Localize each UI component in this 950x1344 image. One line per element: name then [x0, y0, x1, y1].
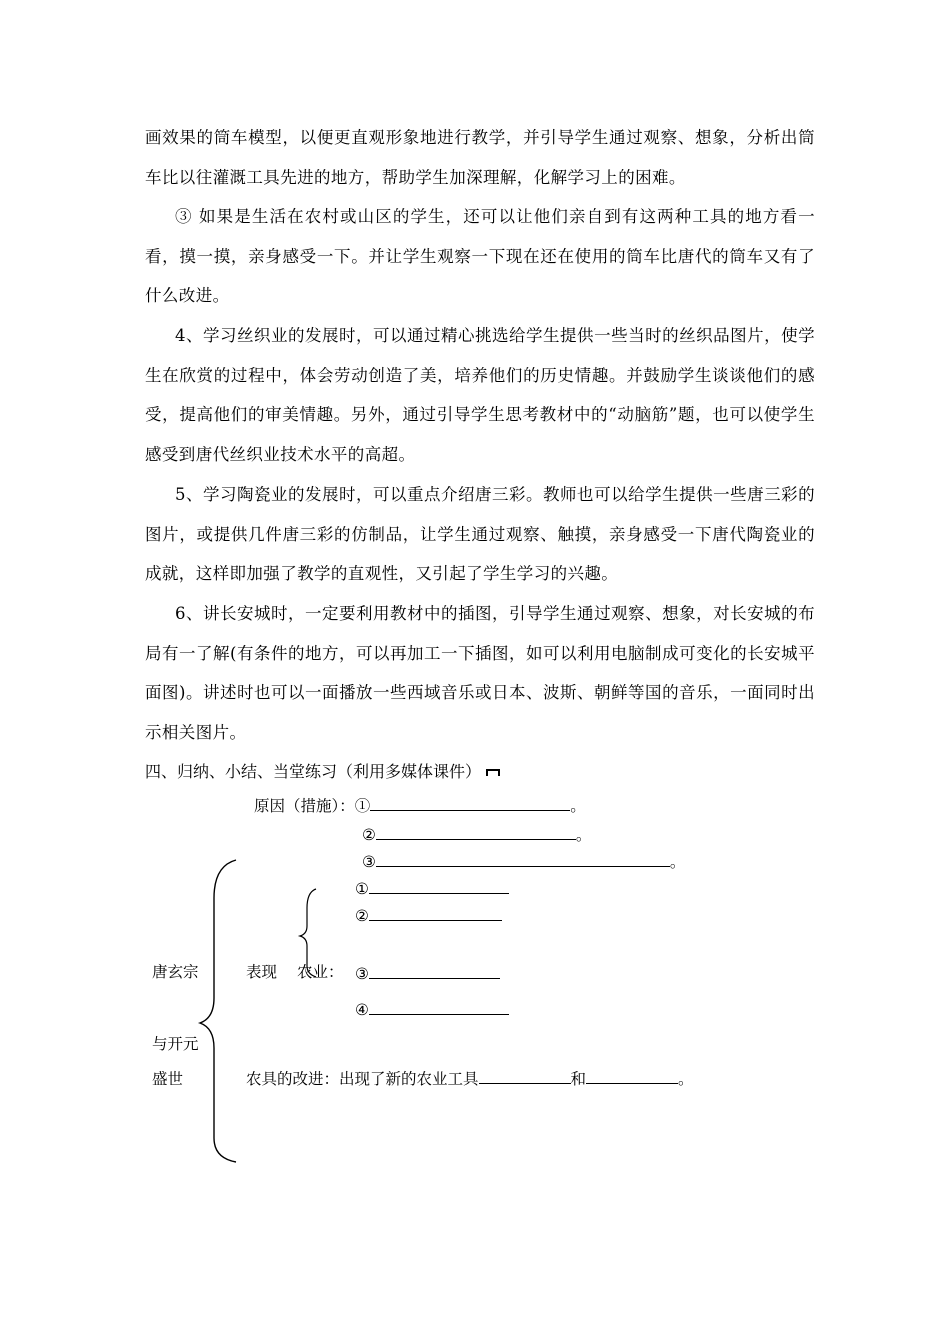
- agriculture-blank-2[interactable]: [369, 904, 502, 921]
- tools-blank-2[interactable]: [586, 1069, 678, 1084]
- cause-blank-3[interactable]: [376, 850, 670, 867]
- agriculture-row-3: [355, 962, 500, 984]
- cause-row-3: ③ 。: [362, 850, 685, 872]
- main-topic-line3: 盛世: [152, 1070, 184, 1088]
- cause-mark-2: ②: [362, 826, 376, 844]
- cause-blank-2[interactable]: [376, 823, 576, 840]
- paragraph-3: 4、学习丝织业的发展时，可以通过精心挑选给学生提供一些当时的丝织品图片，使学生在欣赏的过程中，体会劳动创造了美，培养他们的历史情趣。并鼓励学生谈谈他们的感受，提高他们的审美情趣。另外，通过引导学生思考教材中的“动脑筋”题，也可以使学生感受到唐代丝织业技术水平的高超。: [145, 326, 815, 464]
- main-topic-line1: 唐玄宗: [152, 963, 199, 981]
- cause-label: 原因（措施）：: [254, 797, 355, 815]
- tools-row: 农具的改进：出现了新的农业工具 和 。: [246, 1070, 694, 1088]
- section-heading: 四、归纳、小结、当堂练习（利用多媒体课件）: [145, 762, 500, 782]
- cursor-mark-icon: [486, 769, 500, 776]
- agriculture-row-2: [355, 904, 502, 926]
- agriculture-mark-4: ④: [355, 1001, 369, 1019]
- agriculture-mark-2: ②: [355, 907, 369, 925]
- agriculture-mark-3: ③: [355, 965, 369, 983]
- paragraph-4: 5、学习陶瓷业的发展时，可以重点介绍唐三彩。教师也可以给学生提供一些唐三彩的图片，或提供几件唐三彩的仿制品，让学生通过观察、触摸，亲身感受一下唐代陶瓷业的成就，这样即加强了教学的直观性，又引起了学生学习的兴趣。: [145, 485, 815, 584]
- cause-row-1: 原因（措施）：① 。: [254, 794, 586, 816]
- agriculture-row-1: [355, 877, 509, 899]
- agriculture-row-4: [355, 998, 509, 1020]
- cause-mark-3: ③: [362, 853, 376, 871]
- paragraph-1: 画效果的筒车模型，以便更直观形象地进行教学，并引导学生通过观察、想象，分析出筒车比以往灌溉工具先进的地方，帮助学生加深理解，化解学习上的困难。: [145, 128, 815, 187]
- agriculture-blank-1[interactable]: [369, 877, 509, 894]
- cause-blank-1[interactable]: [370, 794, 570, 811]
- cause-row-2: ② 。: [362, 823, 591, 845]
- agriculture-blank-4[interactable]: [369, 998, 509, 1015]
- agriculture-blank-3[interactable]: [369, 962, 500, 979]
- agriculture-mark-1: ①: [355, 880, 369, 898]
- and-word: 和: [570, 1070, 587, 1088]
- paragraph-5: 6、讲长安城时，一定要利用教材中的插图，引导学生通过观察、想象，对长安城的布局有一了解(有条件的地方，可以再加工一下插图，如可以利用电脑制成可变化的长安城平面图)。讲述时也可以一面播放一些西域音乐或日本、波斯、朝鲜等国的音乐，一面同时出示相关图片。: [145, 604, 815, 742]
- tools-label: 农具的改进：出现了新的农业工具: [246, 1070, 479, 1088]
- cause-mark-1: ①: [354, 797, 371, 815]
- large-brace-icon: [198, 858, 238, 1168]
- performance-label: 表现: [246, 963, 278, 981]
- paragraph-2: ③ 如果是生活在农村或山区的学生，还可以让他们亲自到有这两种工具的地方看一看，摸一摸，亲身感受一下。并让学生观察一下现在还在使用的筒车比唐代的筒车又有了什么改进。: [145, 207, 815, 306]
- agriculture-label: 农业：: [297, 963, 344, 981]
- tools-blank-1[interactable]: [479, 1069, 571, 1084]
- main-topic-line2: 与开元: [152, 1035, 199, 1053]
